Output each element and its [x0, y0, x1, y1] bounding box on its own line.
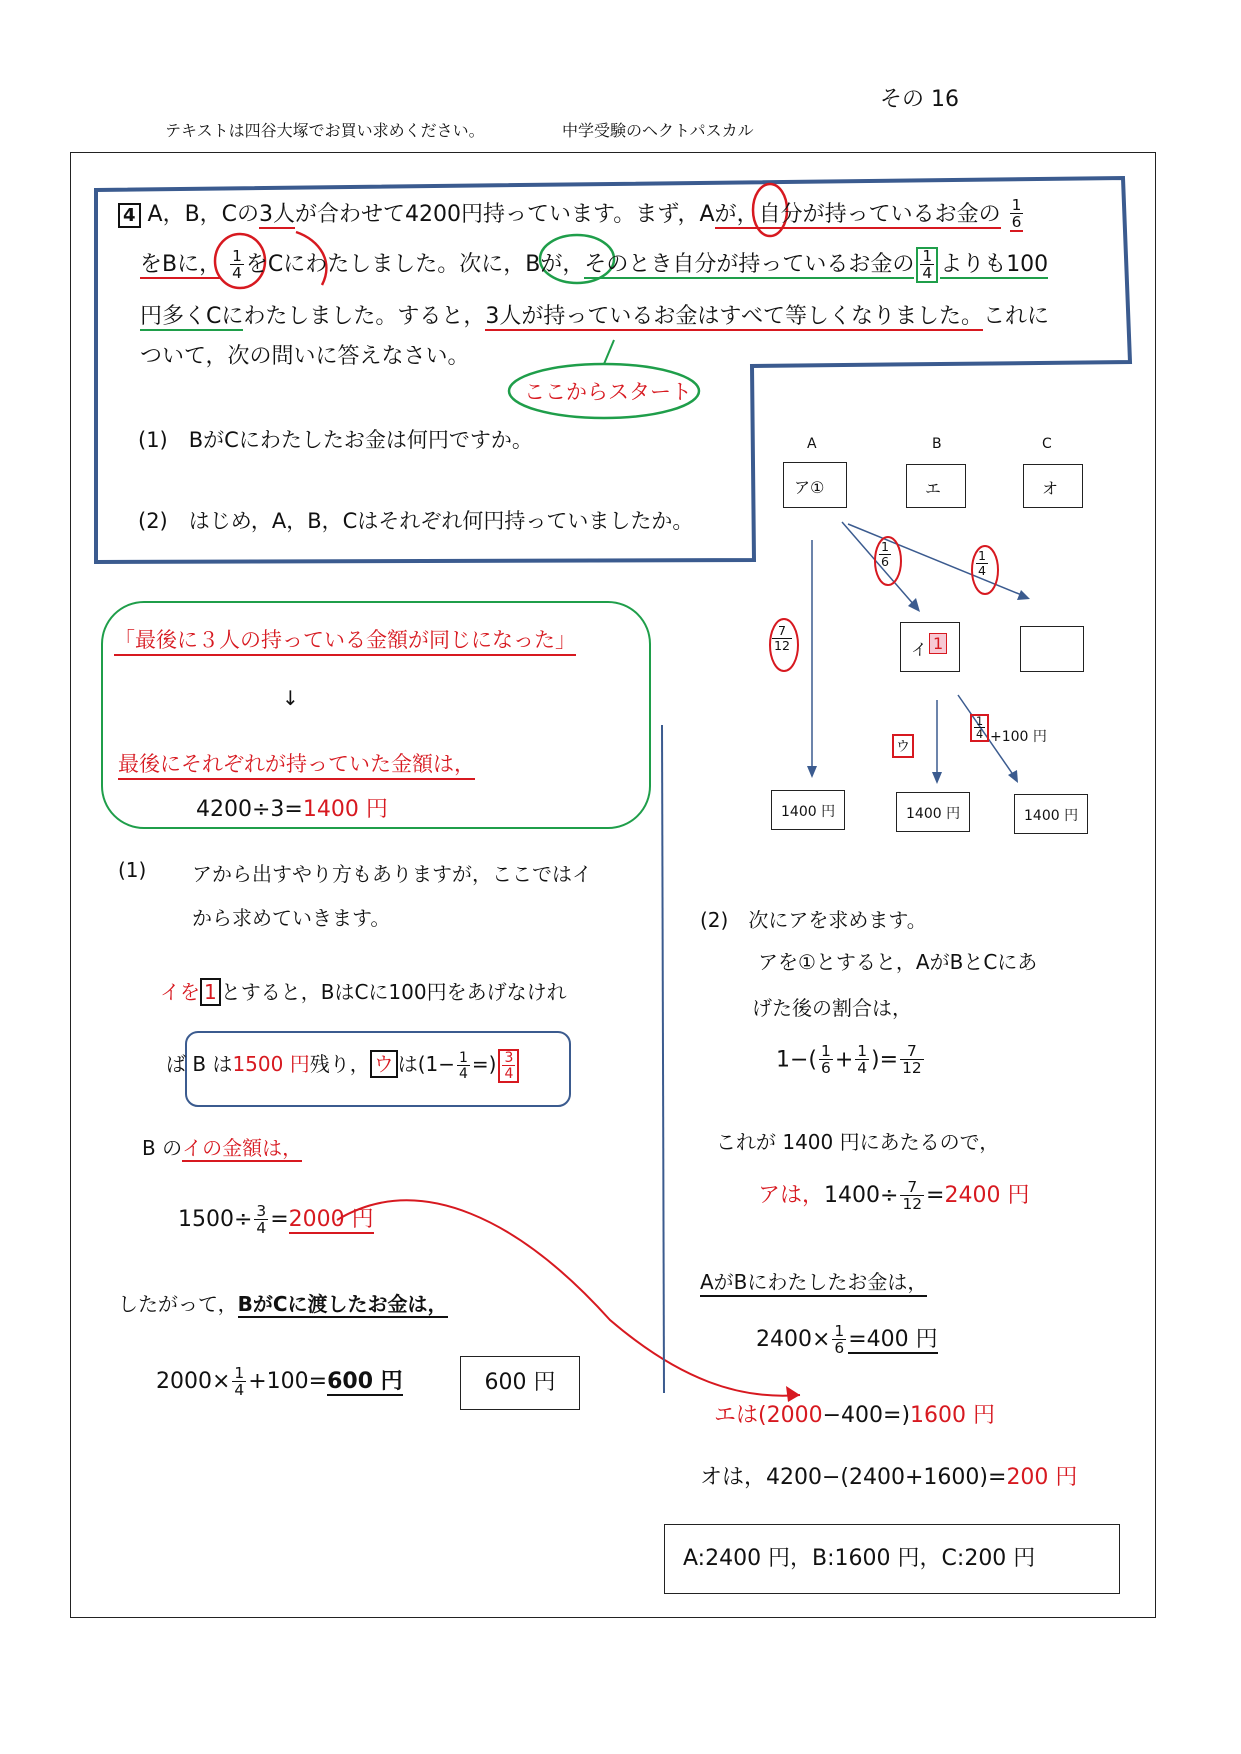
summary-line-2: 最後にそれぞれが持っていた金額は，	[118, 748, 475, 780]
diagram-fraction-1-4-b: $\frac{1}{4}$	[970, 714, 989, 742]
part2-text-4: AがBにわたしたお金は，	[700, 1266, 927, 1297]
fraction-one-fourth: $\frac{1}{4}$	[232, 246, 242, 282]
summary-arrow: ↓	[282, 686, 299, 710]
fraction-one-fourth-green: $\frac{1}{4}$	[916, 247, 938, 284]
diagram-fraction-1-4: $\frac{1}{4}$	[978, 548, 987, 578]
box-c-top: オ	[1023, 464, 1083, 508]
part1-step-1: イを 1 とすると，BはCに100円をあげなけれ	[160, 980, 567, 1004]
question-1: (1) BがCにわたしたお金は何円ですか。	[138, 428, 533, 452]
box-b-top: エ	[906, 464, 966, 508]
diagram-plus-100: +100 円	[990, 729, 1047, 745]
part2-eq-1: 1−( $\frac{1}{6}$ + $\frac{1}{4}$ )= $\frac{7}{12}$	[776, 1042, 922, 1078]
part2-text-2: げた後の割合は，	[752, 996, 912, 1020]
summary-line-3: 4200÷3=1400 円	[196, 797, 388, 822]
box-b-mid: イ 1	[900, 622, 960, 672]
question-2: (2) はじめ，A，B，Cはそれぞれ何円持っていましたか。	[138, 509, 694, 533]
part2-eq-4: エは(2000−400=)1600 円	[714, 1403, 996, 1428]
fraction-one-sixth: $\frac{1}{6}$	[1011, 195, 1022, 231]
diagram-fraction-7-12: $\frac{7}{12}$	[774, 623, 791, 653]
problem-line-3: 円多くCにわたしました。すると，3人が持っているお金はすべて等しくなりました。これに	[140, 304, 1049, 329]
part1-step-5: したがって，BがCに渡したお金は，	[118, 1292, 448, 1316]
part2-answer-box: A:2400 円，B:1600 円，C:200 円	[664, 1524, 1120, 1594]
header-brand: 中学受験のヘクトパスカル	[562, 121, 754, 140]
header-note: テキストは四谷大塚でお買い求めください。	[165, 121, 485, 140]
diagram-label-u: ウ	[892, 734, 914, 758]
box-a-bottom: 1400 円	[771, 790, 845, 830]
box-b-bottom: 1400 円	[896, 792, 970, 832]
summary-line-1: 「最後に３人の持っている金額が同じになった」	[114, 624, 576, 656]
diagram-head-b: B	[932, 436, 942, 452]
part1-title: (1)	[118, 858, 147, 882]
part2-title: (2) 次にアを求めます。	[700, 908, 927, 932]
callout-start-here: ここからスタート	[524, 380, 692, 404]
problem-line-1: 4 A，B，Cの3人が合わせて4200円持っています。まず，Aが，自分が持っているお金の $\frac{1}{6}$	[118, 196, 1025, 235]
page-number: その 16	[880, 87, 959, 112]
box-c-bottom: 1400 円	[1014, 794, 1088, 834]
problem-line-2: をBに， $\frac{1}{4}$ をCにわたしました。次に，Bが，そのとき自分が持っているお金の $\frac{1}{4}$ よりも100	[140, 246, 1049, 282]
diagram-head-c: C	[1042, 436, 1052, 452]
problem-line-4: ついて，次の問いに答えなさい。	[140, 344, 470, 369]
part1-step-6: 2000× $\frac{1}{4}$ +100=600 円	[156, 1363, 403, 1399]
part1-answer-box: 600 円	[460, 1356, 580, 1410]
part1-text-2: から求めていきます。	[192, 906, 391, 930]
part1-step-4: 1500÷ $\frac{3}{4}$ =2000 円	[178, 1201, 374, 1237]
diagram-fraction-1-6: $\frac{1}{6}$	[881, 539, 890, 569]
box-c-mid	[1020, 626, 1084, 672]
problem-number: 4	[118, 203, 141, 228]
part2-eq-3: 2400× $\frac{1}{6}$ =400 円	[756, 1321, 938, 1357]
box-a-top: ア①	[783, 462, 847, 508]
part2-eq-5: オは，4200−(2400+1600)=200 円	[700, 1465, 1078, 1490]
part1-step-2: ば B は1500 円残り， ウ は(1− $\frac{1}{4}$ =) $\frac{3}{4}$	[166, 1048, 521, 1083]
diagram-head-a: A	[807, 436, 817, 452]
part2-text-1: アを①とすると，AがBとCにあ	[758, 950, 1038, 974]
part2-eq-2: アは，1400÷ $\frac{7}{12}$ =2400 円	[758, 1177, 1030, 1213]
part2-text-3: これが 1400 円にあたるので，	[716, 1130, 1000, 1154]
part1-step-3: B のイの金額は，	[142, 1136, 303, 1160]
part1-text-1: アから出すやり方もありますが，ここではイ	[192, 862, 592, 886]
